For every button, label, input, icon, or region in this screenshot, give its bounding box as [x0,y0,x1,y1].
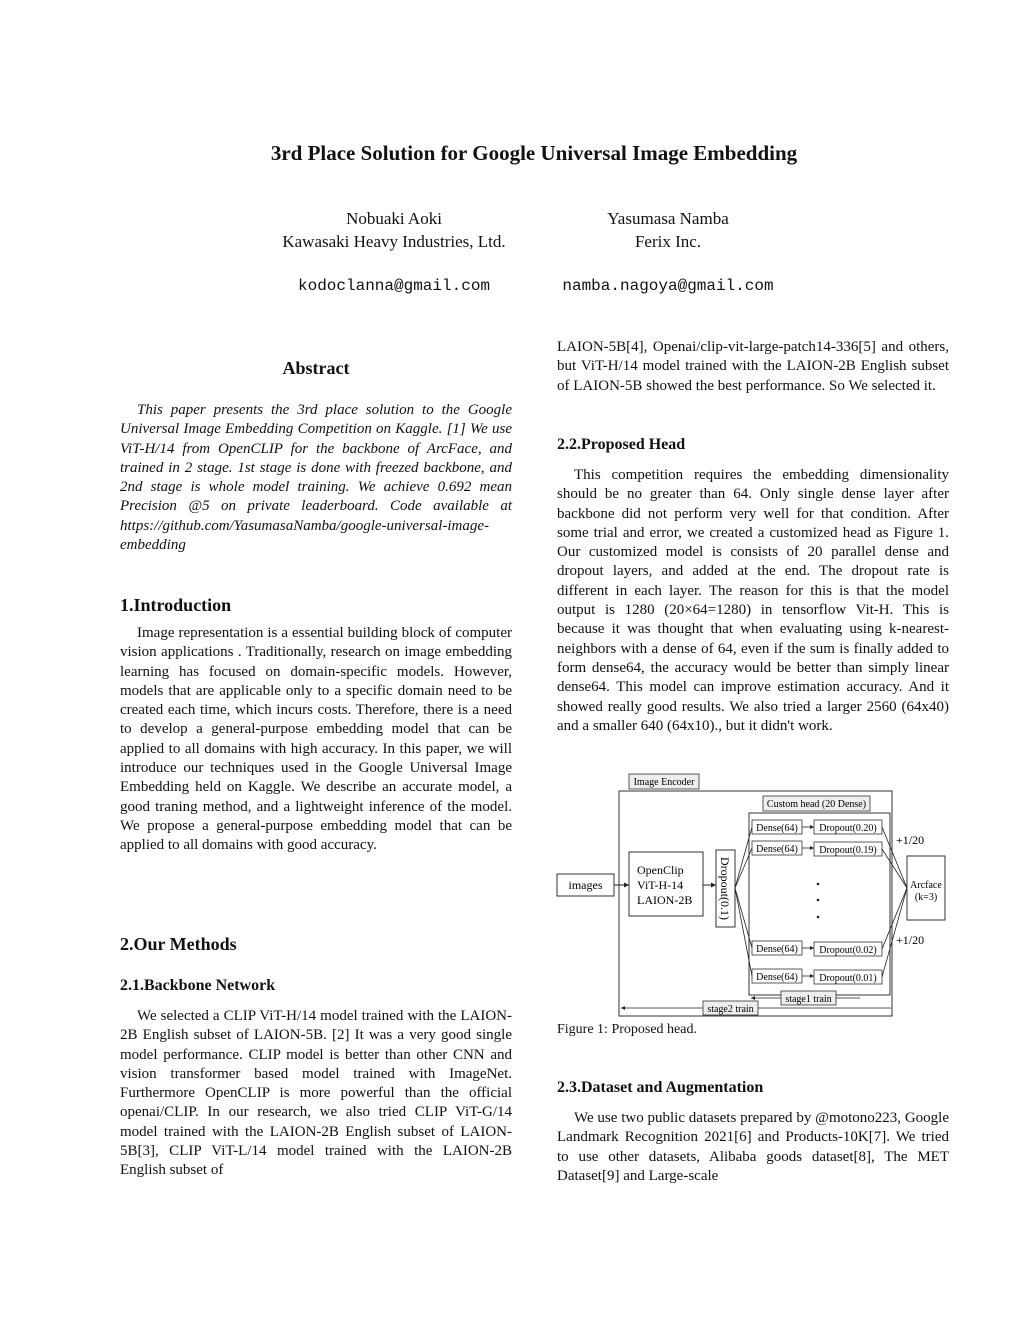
author-2-email: namba.nagoya@gmail.com [562,277,774,295]
proposed-head-figure [555,770,950,1020]
author-1-affiliation: Kawasaki Heavy Industries, Ltd. [282,232,506,251]
backbone-heading: 2.1.Backbone Network [120,977,276,994]
image-encoder-label: Image Encoder [633,777,695,788]
author-1-name: Nobuaki Aoki [346,209,442,228]
openclip-line-3: LAION-2B [637,893,693,907]
dropout-label-1: Dropout(0.20) [819,823,877,834]
figure-caption: Figure 1: Proposed head. [557,1022,697,1037]
stage2-label: stage2 train [707,1004,754,1015]
dataset-heading: 2.3.Dataset and Augmentation [557,1079,764,1096]
author-1 [244,207,544,253]
ellipsis-dot-1 [817,883,820,886]
dataset-text: We use two public datasets prepared by @motono223, Google Landmark Recognition 2021[6] and Products-10K[7]. We tried to use other datasets, Alibaba goods dataset[8], The MET Dataset[9] and Large-scale [557,1110,949,1184]
weight-label-bottom: +1/20 [896,933,925,947]
images-label: images [568,878,603,892]
dropout-main-label: Dropout(0.1) [718,857,732,920]
author-2 [518,207,818,253]
abstract-heading: Abstract [282,358,350,378]
author-2-name: Yasumasa Namba [607,209,729,228]
openclip-line-2: ViT-H-14 [637,878,684,892]
head-heading: 2.2.Proposed Head [557,436,686,453]
author-1-email: kodoclanna@gmail.com [297,277,491,295]
intro-text: Image representation is a essential building block of computer vision applications . Traditionally, research on image embedding learning has focused on domain-specific models. However, models that are applicable only to a specific domain need to be created each time, which incurs costs. Therefore, there is a need to develop a general-purpose embedding model that can be applied to all domains with high accuracy. In this paper, we will introduce our techniques used in the Google Universal Image Embedding held on Kaggle. We describe an accurate model, a good traning method, and a lightweight inference of the model. We propose a general-purpose embedding model that can be applied to all domains with good accuracy. [120,625,512,854]
arcface-line-2: (k=3) [914,892,938,903]
paper-title: 3rd Place Solution for Google Universal Image Embedding [270,141,798,165]
dropout-label-4: Dropout(0.01) [819,973,877,984]
custom-head-frame [749,813,890,995]
custom-head-label: Custom head (20 Dense) [766,799,867,810]
dropout-label-3: Dropout(0.02) [819,945,877,956]
intro-heading: 1.Introduction [120,595,232,615]
weight-label-top: +1/20 [896,833,925,847]
methods-heading: 2.Our Methods [120,934,237,954]
abstract-text: This paper presents the 3rd place solution to the Google Universal Image Embedding Competition on Kaggle. [1] We use ViT-H/14 from OpenCLIP for the backbone of ArcFace, and trained in 2 stage. 1st stage is done with freezed backbone, and 2nd stage is whole model training. We achieve 0.692 mean Precision @5 on private leaderboard. Code available at https://github.com/YasumasaNamba/google-universal-image-embedding [120,402,512,554]
dense-label-3: Dense(64) [756,944,798,955]
head-text: This competition requires the embedding dimensionality should be no greater than 64. Only single dense layer after backbone did not perform very well for that condition. After some trial and error, we created a customized head as Figure 1. Our customized model is consists of 20 parallel dense and dropout layers, and added at the end. The dropout rate is different in each layer. The reason for this is that the model output is 1280 (20×64=1280) in tensorflow Vit-H. This is because it was thought that when evaluating using k-nearest-neighbors with a dense of 64, even if the sum is finally added to form dense64, the accuracy would be better than simply linear dense64. This model can improve estimation accuracy. And it showed really good results. We also tried a larger 2560 (64x40) and a smaller 640 (64x10)., but it didn't work. [557,467,949,734]
author-2-affiliation: Ferix Inc. [634,232,702,251]
stage1-label: stage1 train [785,994,832,1005]
backbone-text-continued: LAION-5B[4], Openai/clip-vit-large-patch14-336[5] and others, but ViT-H/14 model trained with the LAION-2B English subset of LAION-5B showed the best performance. So We selected it. [557,339,949,394]
openclip-line-1: OpenClip [637,863,684,877]
backbone-text: We selected a CLIP ViT-H/14 model trained with the LAION-2B English subset of LAION-5B. [2] It was a very good single model performance. CLIP model is better than other CNN and vision transformer based model trained with ImageNet. Furthermore OpenCLIP is more powerful than the official openai/CLIP. In our research, we also tried CLIP ViT-G/14 model trained with the LAION-2B English subset of LAION-5B[3], CLIP ViT-L/14 model trained with the LAION-2B English subset of [120,1008,512,1179]
ellipsis-dot-3 [817,916,820,919]
fanin-line-2 [882,849,907,888]
arcface-line-1: Arcface [910,880,942,891]
dense-label-1: Dense(64) [756,823,798,834]
ellipsis-dot-2 [817,899,820,902]
dense-label-2: Dense(64) [756,844,798,855]
dropout-label-2: Dropout(0.19) [819,845,877,856]
dense-label-4: Dense(64) [756,972,798,983]
